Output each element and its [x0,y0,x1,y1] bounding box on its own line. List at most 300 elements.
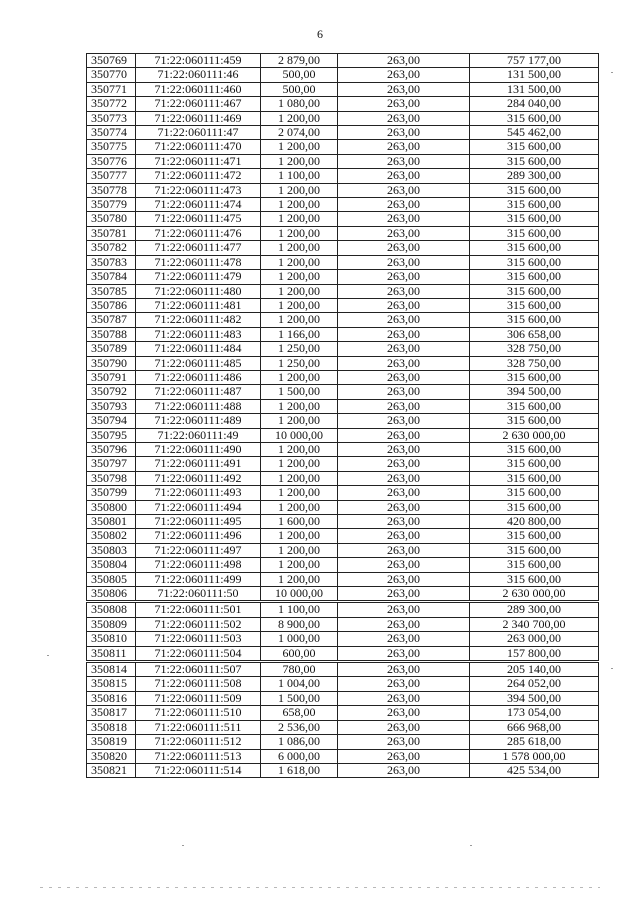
cell-rate: 263,00 [338,126,470,140]
cell-amount: 315 600,00 [470,298,599,312]
table-row [87,763,599,777]
cell-amount: 315 600,00 [470,212,599,226]
cell-record-id: 350809 [87,617,136,631]
cell-area: 1 200,00 [261,399,338,413]
cell-record-id: 350779 [87,198,136,212]
cell-rate: 263,00 [338,370,470,384]
table-row [87,529,599,543]
cell-cadastral-number: 71:22:060111:483 [136,327,261,341]
cell-rate: 263,00 [338,515,470,529]
cell-cadastral-number: 71:22:060111:50 [136,587,261,602]
cell-rate: 263,00 [338,442,470,456]
cell-amount: 131 500,00 [470,68,599,82]
cell-rate: 263,00 [338,140,470,154]
cell-record-id: 350804 [87,558,136,572]
cell-area: 1 200,00 [261,543,338,557]
cell-cadastral-number: 71:22:060111:509 [136,691,261,705]
cell-amount: 315 600,00 [470,255,599,269]
cell-area: 1 200,00 [261,226,338,240]
cell-cadastral-number: 71:22:060111:513 [136,749,261,763]
cell-cadastral-number: 71:22:060111:514 [136,763,261,777]
table-row [87,399,599,413]
table-row [87,356,599,370]
cell-record-id: 350815 [87,677,136,691]
cell-area: 1 250,00 [261,356,338,370]
cell-record-id: 350818 [87,720,136,734]
table-row [87,298,599,312]
cell-record-id: 350803 [87,543,136,557]
cell-rate: 263,00 [338,270,470,284]
cell-amount: 315 600,00 [470,284,599,298]
cell-area: 10 000,00 [261,587,338,602]
cell-amount: 289 300,00 [470,169,599,183]
cell-record-id: 350808 [87,602,136,617]
cell-amount: 315 600,00 [470,543,599,557]
cell-amount: 315 600,00 [470,486,599,500]
cell-area: 1 200,00 [261,572,338,586]
cell-rate: 263,00 [338,212,470,226]
cell-area: 1 004,00 [261,677,338,691]
cell-amount: 315 600,00 [470,111,599,125]
cell-record-id: 350799 [87,486,136,500]
cell-record-id: 350775 [87,140,136,154]
cell-rate: 263,00 [338,677,470,691]
land-plot-table [86,53,599,778]
cell-cadastral-number: 71:22:060111:472 [136,169,261,183]
cell-amount: 315 600,00 [470,399,599,413]
table-row [87,500,599,514]
cell-record-id: 350771 [87,82,136,96]
cell-area: 1 200,00 [261,414,338,428]
table-row [87,720,599,734]
cell-area: 1 200,00 [261,183,338,197]
cell-area: 1 200,00 [261,241,338,255]
table-row [87,126,599,140]
cell-area: 1 200,00 [261,442,338,456]
table-row [87,54,599,68]
cell-rate: 263,00 [338,284,470,298]
cell-amount: 131 500,00 [470,82,599,96]
cell-cadastral-number: 71:22:060111:488 [136,399,261,413]
table-row [87,327,599,341]
cell-area: 1 200,00 [261,558,338,572]
page-number: 6 [317,27,323,41]
cell-cadastral-number: 71:22:060111:460 [136,82,261,96]
cell-area: 1 200,00 [261,198,338,212]
cell-cadastral-number: 71:22:060111:507 [136,662,261,677]
cell-area: 658,00 [261,706,338,720]
cell-amount: 315 600,00 [470,154,599,168]
cell-cadastral-number: 71:22:060111:473 [136,183,261,197]
cell-rate: 263,00 [338,183,470,197]
cell-rate: 263,00 [338,558,470,572]
cell-rate: 263,00 [338,529,470,543]
cell-area: 600,00 [261,646,338,661]
cell-cadastral-number: 71:22:060111:482 [136,313,261,327]
table-row [87,255,599,269]
cell-record-id: 350811 [87,646,136,661]
cell-rate: 263,00 [338,500,470,514]
table-row [87,515,599,529]
scan-speck [182,845,184,846]
scan-speck [470,845,472,846]
cell-rate: 263,00 [338,342,470,356]
cell-cadastral-number: 71:22:060111:474 [136,198,261,212]
cell-cadastral-number: 71:22:060111:501 [136,602,261,617]
cell-rate: 263,00 [338,763,470,777]
cell-record-id: 350784 [87,270,136,284]
cell-area: 1 200,00 [261,370,338,384]
cell-amount: 666 968,00 [470,720,599,734]
cell-area: 6 000,00 [261,749,338,763]
cell-rate: 263,00 [338,457,470,471]
cell-amount: 328 750,00 [470,342,599,356]
cell-rate: 263,00 [338,97,470,111]
cell-area: 1 618,00 [261,763,338,777]
cell-amount: 315 600,00 [470,183,599,197]
cell-record-id: 350792 [87,385,136,399]
cell-record-id: 350789 [87,342,136,356]
cell-record-id: 350783 [87,255,136,269]
table-row [87,632,599,646]
cell-area: 1 000,00 [261,632,338,646]
cell-area: 780,00 [261,662,338,677]
cell-cadastral-number: 71:22:060111:469 [136,111,261,125]
cell-rate: 263,00 [338,735,470,749]
cell-cadastral-number: 71:22:060111:484 [136,342,261,356]
cell-area: 1 600,00 [261,515,338,529]
cell-area: 10 000,00 [261,428,338,442]
cell-area: 2 074,00 [261,126,338,140]
cell-area: 1 100,00 [261,602,338,617]
cell-amount: 757 177,00 [470,54,599,68]
cell-cadastral-number: 71:22:060111:46 [136,68,261,82]
table-row [87,154,599,168]
cell-area: 1 200,00 [261,313,338,327]
scan-speck [47,655,49,656]
cell-rate: 263,00 [338,255,470,269]
table-row [87,183,599,197]
cell-amount: 315 600,00 [470,241,599,255]
cell-area: 500,00 [261,82,338,96]
cell-record-id: 350817 [87,706,136,720]
cell-record-id: 350790 [87,356,136,370]
cell-record-id: 350814 [87,662,136,677]
scan-noise [40,887,600,888]
cell-cadastral-number: 71:22:060111:470 [136,140,261,154]
cell-amount: 2 340 700,00 [470,617,599,631]
cell-rate: 263,00 [338,198,470,212]
table-row [87,617,599,631]
table-row [87,706,599,720]
cell-record-id: 350782 [87,241,136,255]
table-row [87,226,599,240]
cell-area: 1 100,00 [261,169,338,183]
cell-record-id: 350772 [87,97,136,111]
cell-rate: 263,00 [338,68,470,82]
table-row [87,284,599,298]
table-row [87,68,599,82]
cell-record-id: 350800 [87,500,136,514]
cell-record-id: 350795 [87,428,136,442]
cell-amount: 315 600,00 [470,226,599,240]
cell-record-id: 350820 [87,749,136,763]
cell-rate: 263,00 [338,486,470,500]
cell-area: 2 879,00 [261,54,338,68]
cell-rate: 263,00 [338,428,470,442]
cell-rate: 263,00 [338,82,470,96]
cell-cadastral-number: 71:22:060111:467 [136,97,261,111]
cell-cadastral-number: 71:22:060111:499 [136,572,261,586]
table-row [87,241,599,255]
cell-cadastral-number: 71:22:060111:485 [136,356,261,370]
cell-area: 1 200,00 [261,471,338,485]
table-row [87,385,599,399]
cell-record-id: 350810 [87,632,136,646]
cell-cadastral-number: 71:22:060111:503 [136,632,261,646]
cell-rate: 263,00 [338,385,470,399]
cell-cadastral-number: 71:22:060111:476 [136,226,261,240]
cell-cadastral-number: 71:22:060111:510 [136,706,261,720]
cell-record-id: 350781 [87,226,136,240]
cell-rate: 263,00 [338,543,470,557]
cell-cadastral-number: 71:22:060111:477 [136,241,261,255]
cell-cadastral-number: 71:22:060111:47 [136,126,261,140]
cell-amount: 394 500,00 [470,691,599,705]
table-row [87,97,599,111]
cell-rate: 263,00 [338,587,470,602]
cell-area: 500,00 [261,68,338,82]
table-row [87,169,599,183]
cell-rate: 263,00 [338,602,470,617]
table-row [87,313,599,327]
cell-rate: 263,00 [338,111,470,125]
table-row [87,428,599,442]
cell-record-id: 350774 [87,126,136,140]
cell-cadastral-number: 71:22:060111:491 [136,457,261,471]
cell-cadastral-number: 71:22:060111:511 [136,720,261,734]
cell-cadastral-number: 71:22:060111:481 [136,298,261,312]
cell-amount: 289 300,00 [470,602,599,617]
cell-cadastral-number: 71:22:060111:495 [136,515,261,529]
cell-cadastral-number: 71:22:060111:479 [136,270,261,284]
cell-record-id: 350797 [87,457,136,471]
cell-cadastral-number: 71:22:060111:512 [136,735,261,749]
table-row [87,486,599,500]
cell-amount: 285 618,00 [470,735,599,749]
cell-cadastral-number: 71:22:060111:459 [136,54,261,68]
cell-area: 1 086,00 [261,735,338,749]
cell-area: 1 200,00 [261,212,338,226]
cell-record-id: 350794 [87,414,136,428]
cell-record-id: 350801 [87,515,136,529]
cell-record-id: 350806 [87,587,136,602]
cell-rate: 263,00 [338,632,470,646]
cell-record-id: 350802 [87,529,136,543]
cell-record-id: 350778 [87,183,136,197]
cell-amount: 328 750,00 [470,356,599,370]
cell-rate: 263,00 [338,572,470,586]
cell-record-id: 350805 [87,572,136,586]
table-row [87,677,599,691]
cell-amount: 315 600,00 [470,442,599,456]
cell-rate: 263,00 [338,691,470,705]
cell-amount: 263 000,00 [470,632,599,646]
cell-record-id: 350777 [87,169,136,183]
cell-rate: 263,00 [338,313,470,327]
table-row [87,414,599,428]
table-row [87,587,599,602]
cell-rate: 263,00 [338,298,470,312]
cell-area: 1 200,00 [261,111,338,125]
cell-amount: 315 600,00 [470,198,599,212]
cell-rate: 263,00 [338,399,470,413]
cell-amount: 315 600,00 [470,313,599,327]
cell-cadastral-number: 71:22:060111:490 [136,442,261,456]
cell-record-id: 350776 [87,154,136,168]
scan-speck [611,72,613,73]
cell-area: 1 200,00 [261,500,338,514]
table-row [87,457,599,471]
cell-cadastral-number: 71:22:060111:487 [136,385,261,399]
table-row [87,270,599,284]
scan-speck [611,668,613,669]
cell-area: 1 250,00 [261,342,338,356]
cell-area: 1 200,00 [261,140,338,154]
cell-cadastral-number: 71:22:060111:508 [136,677,261,691]
cell-record-id: 350786 [87,298,136,312]
cell-rate: 263,00 [338,169,470,183]
cell-cadastral-number: 71:22:060111:489 [136,414,261,428]
table-row [87,735,599,749]
cell-cadastral-number: 71:22:060111:492 [136,471,261,485]
cell-record-id: 350791 [87,370,136,384]
table-body [87,54,599,778]
table-row [87,342,599,356]
cell-amount: 315 600,00 [470,414,599,428]
cell-amount: 264 052,00 [470,677,599,691]
table-row [87,471,599,485]
cell-area: 1 200,00 [261,255,338,269]
cell-record-id: 350785 [87,284,136,298]
cell-amount: 420 800,00 [470,515,599,529]
cell-amount: 315 600,00 [470,500,599,514]
cell-area: 1 500,00 [261,691,338,705]
cell-rate: 263,00 [338,706,470,720]
cell-record-id: 350780 [87,212,136,226]
table-row [87,140,599,154]
table-row [87,691,599,705]
cell-area: 1 200,00 [261,529,338,543]
table-row [87,111,599,125]
cell-cadastral-number: 71:22:060111:471 [136,154,261,168]
cell-area: 1 166,00 [261,327,338,341]
cell-amount: 394 500,00 [470,385,599,399]
cell-amount: 173 054,00 [470,706,599,720]
cell-rate: 263,00 [338,662,470,677]
cell-rate: 263,00 [338,54,470,68]
cell-rate: 263,00 [338,720,470,734]
cell-record-id: 350819 [87,735,136,749]
cell-rate: 263,00 [338,617,470,631]
cell-amount: 315 600,00 [470,558,599,572]
cell-record-id: 350793 [87,399,136,413]
cell-area: 1 200,00 [261,298,338,312]
cell-cadastral-number: 71:22:060111:504 [136,646,261,661]
cell-rate: 263,00 [338,414,470,428]
cell-area: 1 200,00 [261,270,338,284]
cell-area: 1 200,00 [261,486,338,500]
cell-cadastral-number: 71:22:060111:49 [136,428,261,442]
cell-record-id: 350787 [87,313,136,327]
cell-cadastral-number: 71:22:060111:480 [136,284,261,298]
cell-record-id: 350788 [87,327,136,341]
cell-record-id: 350798 [87,471,136,485]
table-row [87,198,599,212]
table-row [87,646,599,661]
table-row [87,543,599,557]
table-row [87,370,599,384]
cell-cadastral-number: 71:22:060111:497 [136,543,261,557]
table-row [87,749,599,763]
cell-rate: 263,00 [338,356,470,370]
cell-area: 1 500,00 [261,385,338,399]
cell-record-id: 350821 [87,763,136,777]
cell-cadastral-number: 71:22:060111:498 [136,558,261,572]
cell-cadastral-number: 71:22:060111:486 [136,370,261,384]
cell-amount: 315 600,00 [470,270,599,284]
cell-cadastral-number: 71:22:060111:502 [136,617,261,631]
table-row [87,572,599,586]
cell-amount: 315 600,00 [470,457,599,471]
cell-area: 1 200,00 [261,284,338,298]
table-row [87,602,599,617]
cell-rate: 263,00 [338,154,470,168]
cell-cadastral-number: 71:22:060111:478 [136,255,261,269]
cell-record-id: 350816 [87,691,136,705]
cell-amount: 315 600,00 [470,471,599,485]
cell-area: 1 200,00 [261,457,338,471]
cell-cadastral-number: 71:22:060111:496 [136,529,261,543]
cell-rate: 263,00 [338,749,470,763]
cell-rate: 263,00 [338,471,470,485]
cell-amount: 2 630 000,00 [470,428,599,442]
cell-cadastral-number: 71:22:060111:475 [136,212,261,226]
cell-record-id: 350769 [87,54,136,68]
cell-amount: 315 600,00 [470,140,599,154]
cell-area: 2 536,00 [261,720,338,734]
cell-record-id: 350796 [87,442,136,456]
cell-amount: 205 140,00 [470,662,599,677]
cell-amount: 2 630 000,00 [470,587,599,602]
cell-rate: 263,00 [338,226,470,240]
cell-area: 1 200,00 [261,154,338,168]
cell-amount: 545 462,00 [470,126,599,140]
cell-record-id: 350770 [87,68,136,82]
cell-area: 1 080,00 [261,97,338,111]
cell-area: 8 900,00 [261,617,338,631]
table-row [87,82,599,96]
table-row [87,558,599,572]
cell-cadastral-number: 71:22:060111:494 [136,500,261,514]
cell-rate: 263,00 [338,241,470,255]
cell-rate: 263,00 [338,646,470,661]
cell-record-id: 350773 [87,111,136,125]
cell-amount: 306 658,00 [470,327,599,341]
table-row [87,212,599,226]
cell-amount: 1 578 000,00 [470,749,599,763]
table-row [87,442,599,456]
